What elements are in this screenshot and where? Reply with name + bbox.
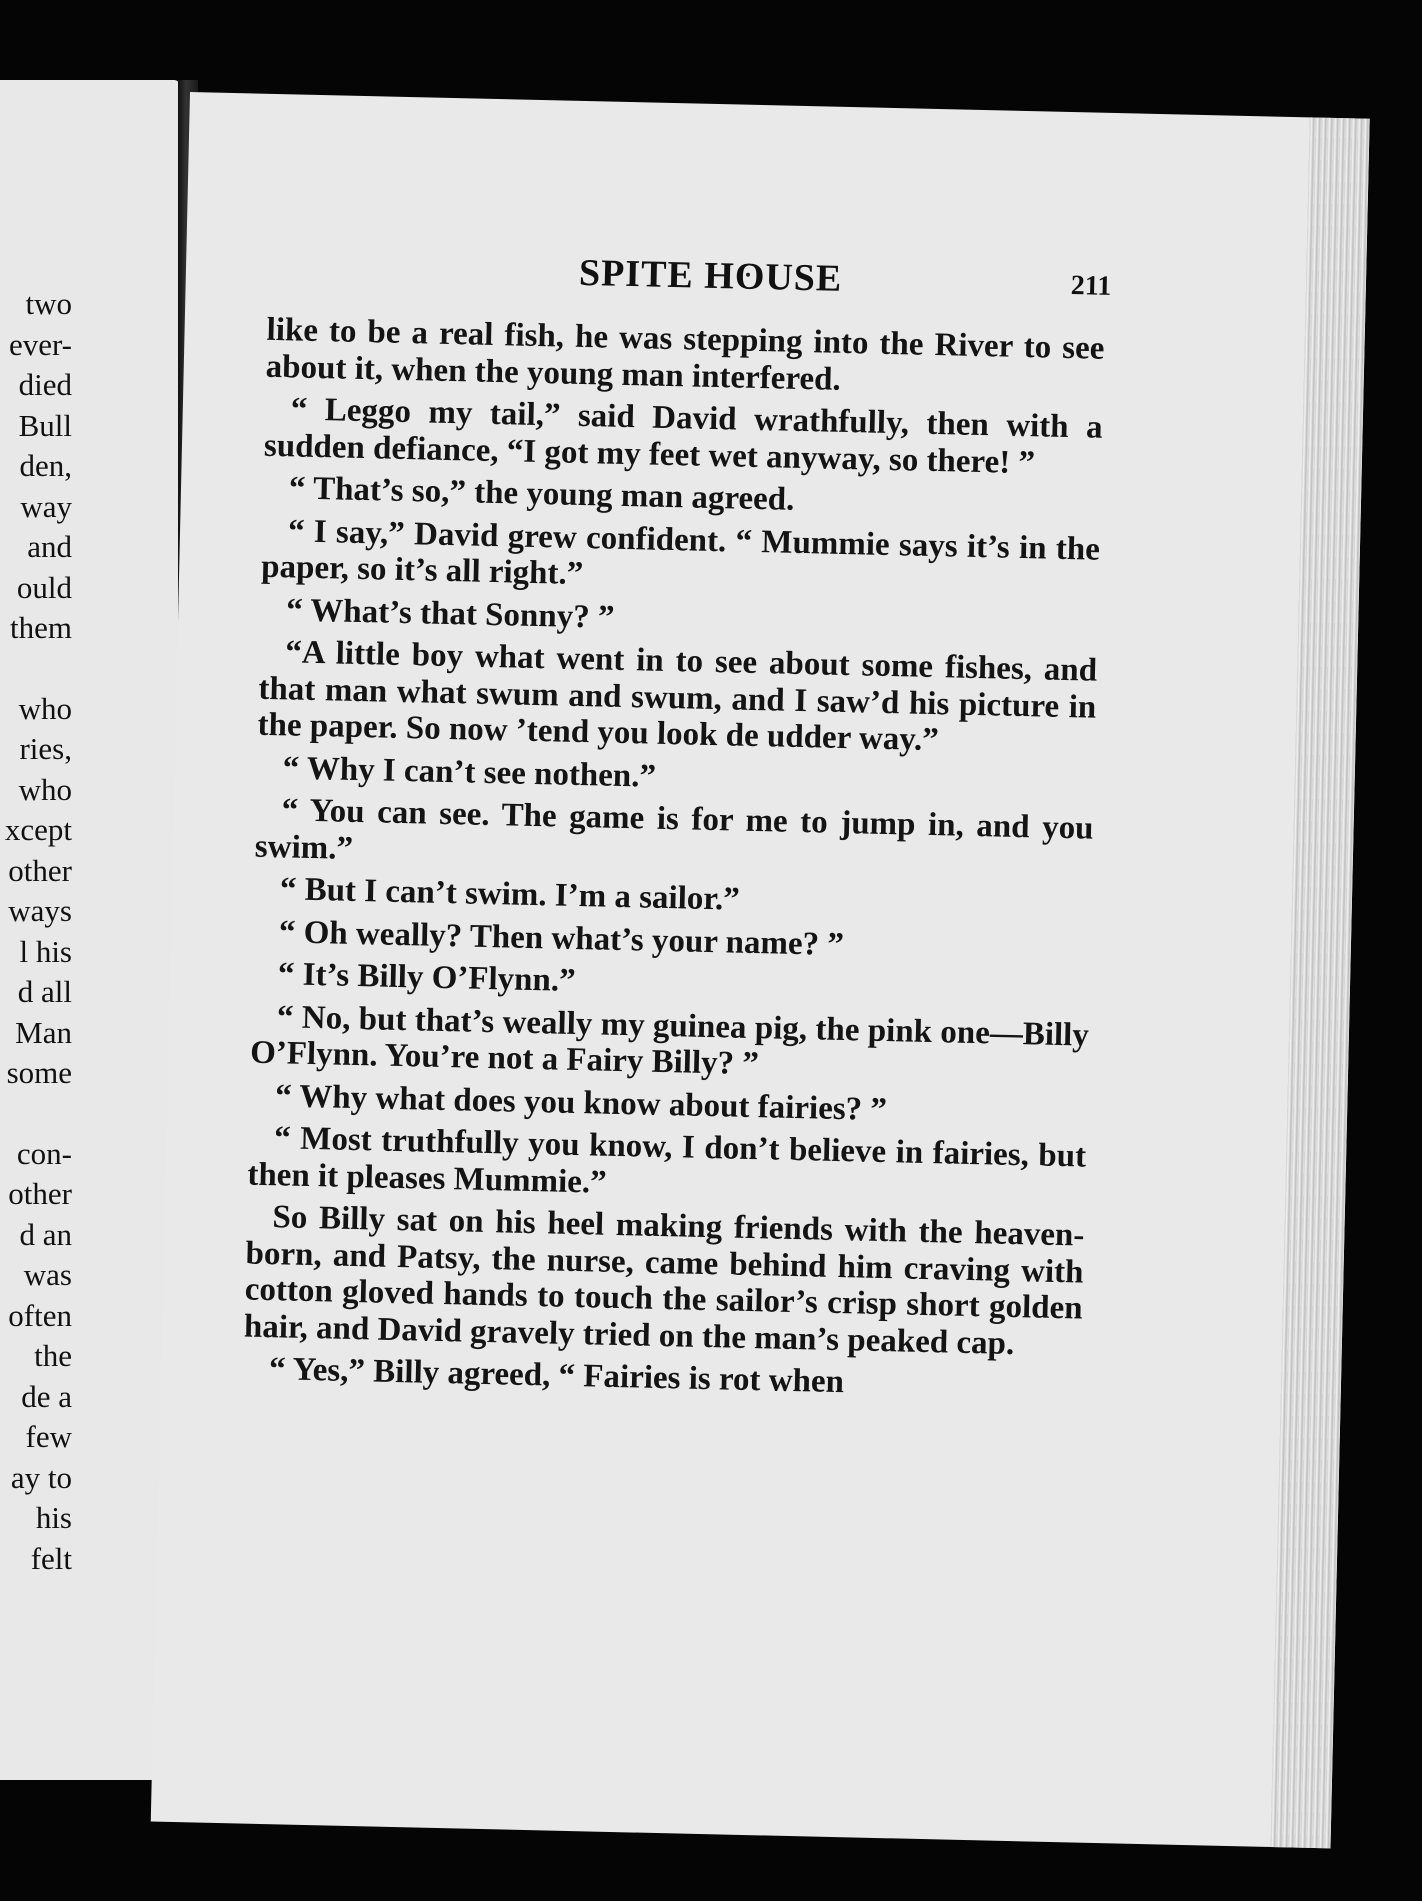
paragraph: “ Why I can’t see nothen.” <box>282 749 657 795</box>
paragraph: “ No, but that’s weally my guinea pig, the pink one—Billy O’Flynn. You’re not a Fairy Billy? ” <box>249 998 1090 1083</box>
left-line: way <box>20 488 72 524</box>
page-body <box>242 312 1104 1412</box>
paragraph: “A little boy what went in to see about some fishes, and that man what swum and swum, and I saw’d his picture in the paper. So now ’tend you look de udder way.” <box>257 634 1098 759</box>
left-line: few <box>25 1419 72 1454</box>
left-line: ever- <box>8 326 72 362</box>
left-paragraph-gap <box>0 1094 72 1134</box>
paragraph: “ Oh weally? Then what’s your name? ” <box>278 913 845 963</box>
left-line: d an <box>19 1216 72 1252</box>
left-line: who <box>18 771 72 807</box>
left-line: Bull <box>18 407 72 443</box>
paragraph: So Billy sat on his heel making friends with the heaven-born, and Patsy, the nurse, came behind him craving with cotton gloved hands to touch the sailor’s crisp short golden hair, and David gravely tried on the man’s peaked cap. <box>243 1199 1085 1362</box>
left-line: xcept <box>4 812 72 847</box>
paragraph: “ But I can’t swim. I’m a sailor.” <box>279 871 741 918</box>
paragraph: like to be a real fish, he was stepping into the River to see about it, when the young man interfered. <box>265 311 1105 398</box>
paragraph: “ You can see. The game is for me to jump in, and you swim.” <box>254 792 1094 867</box>
left-line: and <box>27 529 72 564</box>
paragraph: “ Most truthfully you know, I don’t believe in fairies, but then it pleases Mummie.” <box>247 1120 1087 1201</box>
paragraph: “ I say,” David grew confident. “ Mummie says it’s in the paper, so it’s all right.” <box>260 512 1101 593</box>
page-edge <box>1270 117 1369 1848</box>
left-page <box>0 80 180 1780</box>
right-page <box>151 92 1370 1848</box>
left-line: who <box>18 690 72 726</box>
page-header <box>187 242 1287 302</box>
paragraph: “ What’s that Sonny? ” <box>285 591 615 636</box>
left-line: den, <box>19 448 72 483</box>
left-line: often <box>8 1297 72 1333</box>
paragraph: “ Why what does you know about fairies? ” <box>274 1077 888 1128</box>
left-line: his <box>35 1500 72 1535</box>
left-line: de a <box>21 1378 72 1414</box>
left-line: ould <box>16 569 72 605</box>
left-line: l his <box>19 933 72 969</box>
left-line: ay to <box>10 1459 72 1495</box>
paragraph: “ Leggo my tail,” said David wrathfully, then with a sudden defiance, “I got my feet wet anyway, so there! ” <box>263 391 1104 481</box>
paragraph: “ It’s Billy O’Flynn.” <box>277 956 576 999</box>
left-line: d all <box>17 974 72 1009</box>
left-line: them <box>10 610 72 645</box>
paragraph: “ Yes,” Billy agreed, “ Fairies is rot when <box>268 1351 845 1401</box>
left-line: ways <box>8 893 72 928</box>
left-line: some <box>6 1055 72 1090</box>
page-number: 211 <box>1070 270 1112 302</box>
left-line: the <box>34 1338 72 1373</box>
left-paragraph-gap <box>0 649 72 689</box>
left-line: felt <box>30 1540 72 1576</box>
running-head: SPITE HOUSE <box>578 251 843 300</box>
left-line: con- <box>16 1135 72 1171</box>
paragraph: “ That’s so,” the young man agreed. <box>288 470 795 518</box>
left-line: died <box>18 367 72 402</box>
left-line: Man <box>15 1014 72 1050</box>
left-line: was <box>23 1257 72 1292</box>
left-line: two <box>25 286 72 321</box>
left-line: other <box>8 1176 72 1211</box>
left-line: ries, <box>19 731 72 766</box>
left-page-text <box>0 284 72 1579</box>
left-line: other <box>8 852 72 888</box>
